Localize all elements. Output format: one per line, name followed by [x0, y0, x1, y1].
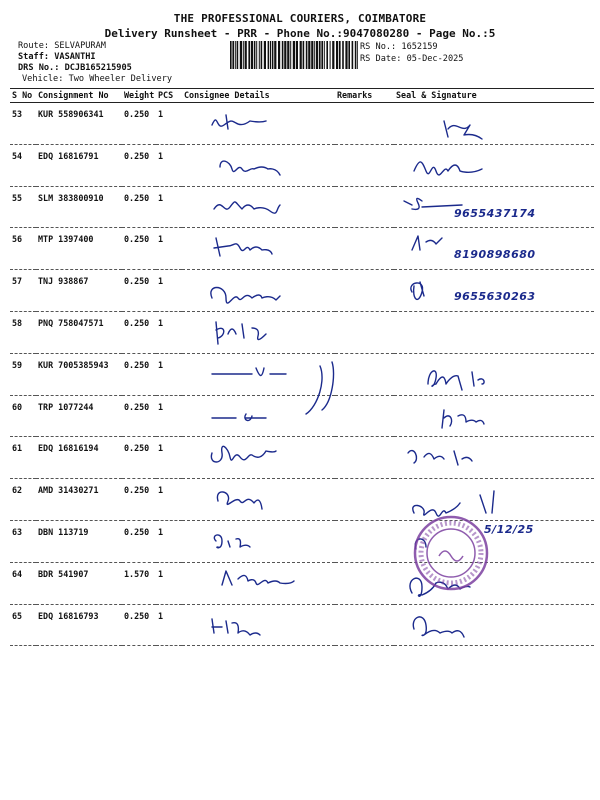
consignee-signature-image [182, 312, 335, 354]
col-seal-signature: Seal & Signature [394, 89, 594, 103]
row-consignment-no: TRP 1077244 [36, 395, 122, 437]
row-consignment-no: MTP 1397400 [36, 228, 122, 270]
row-remarks [335, 604, 394, 646]
row-remarks [335, 228, 394, 270]
row-pcs: 1 [156, 353, 182, 395]
table-header-row [10, 89, 594, 103]
row-pcs: 1 [156, 395, 182, 437]
company-title: THE PROFESSIONAL COURIERS, COIMBATORE [173, 12, 427, 25]
seal-signature-cell [394, 270, 594, 312]
delivery-signature-image [394, 103, 594, 145]
table-row [10, 103, 594, 145]
consignee-signature-cell [182, 144, 335, 186]
consignee-signature-cell [182, 479, 335, 521]
table-row [10, 520, 594, 562]
row-weight: 0.250 [122, 479, 156, 521]
row-sno: 58 [10, 311, 36, 353]
col-sno: S No [10, 89, 36, 103]
consignee-signature-image [182, 354, 335, 396]
row-pcs: 1 [156, 144, 182, 186]
row-consignment-no: AMD 31430271 [36, 479, 122, 521]
col-pcs: PCS [156, 89, 182, 103]
consignee-signature-image [182, 228, 335, 270]
row-sno: 55 [10, 186, 36, 228]
row-sno: 53 [10, 103, 36, 145]
row-weight: 0.250 [122, 520, 156, 562]
row-consignment-no: SLM 383800910 [36, 186, 122, 228]
row-sno: 64 [10, 562, 36, 604]
seal-signature-cell [394, 395, 594, 437]
row-consignment-no: EDQ 16816194 [36, 437, 122, 479]
consignee-signature-cell [182, 520, 335, 562]
row-sno: 61 [10, 437, 36, 479]
consignee-signature-image [182, 605, 335, 647]
row-sno: 65 [10, 604, 36, 646]
staff-label: Staff: VASANTHI [18, 52, 96, 62]
seal-signature-cell [394, 228, 594, 270]
consignee-signature-cell [182, 437, 335, 479]
row-pcs: 1 [156, 604, 182, 646]
row-sno: 63 [10, 520, 36, 562]
col-consignee: Consignee Details [182, 89, 335, 103]
route-label: Route: SELVAPURAM [18, 41, 106, 51]
row-remarks [335, 186, 394, 228]
handwritten-note: 9655630263 [454, 290, 536, 304]
row-weight: 0.250 [122, 604, 156, 646]
row-consignment-no: PNQ 758047571 [36, 311, 122, 353]
rs-date: RS Date: 05-Dec-2025 [360, 54, 464, 64]
row-pcs: 1 [156, 186, 182, 228]
row-remarks [335, 520, 394, 562]
consignee-signature-image [182, 145, 335, 187]
row-pcs: 1 [156, 479, 182, 521]
handwritten-note: 9655437174 [454, 206, 536, 220]
row-weight: 0.250 [122, 186, 156, 228]
table-row [10, 144, 594, 186]
row-weight: 0.250 [122, 437, 156, 479]
row-sno: 54 [10, 144, 36, 186]
table-row [10, 353, 594, 395]
row-sno: 57 [10, 270, 36, 312]
row-consignment-no: KUR 558906341 [36, 103, 122, 145]
consignee-signature-cell [182, 395, 335, 437]
row-pcs: 1 [156, 270, 182, 312]
row-weight: 0.250 [122, 103, 156, 145]
row-weight: 0.250 [122, 144, 156, 186]
row-sno: 59 [10, 353, 36, 395]
table-row [10, 479, 594, 521]
row-remarks [335, 437, 394, 479]
handwritten-note: 8190898680 [454, 248, 536, 262]
delivery-signature-image [394, 354, 594, 396]
consignee-signature-cell [182, 186, 335, 228]
consignee-signature-image [182, 521, 335, 563]
delivery-signature-image [394, 145, 594, 187]
consignee-signature-cell [182, 311, 335, 353]
table-row [10, 228, 594, 270]
row-remarks [335, 353, 394, 395]
delivery-signature-image [394, 396, 594, 438]
row-remarks [335, 395, 394, 437]
consignee-signature-image [182, 479, 335, 521]
row-remarks [335, 144, 394, 186]
row-consignment-no: EDQ 16816793 [36, 604, 122, 646]
table-row [10, 562, 594, 604]
table-row [10, 395, 594, 437]
row-consignment-no: EDQ 16816791 [36, 144, 122, 186]
consignee-signature-image [182, 103, 335, 145]
delivery-signature-image [394, 437, 594, 479]
row-pcs: 1 [156, 311, 182, 353]
consignee-signature-image [182, 270, 335, 312]
consignee-signature-cell [182, 228, 335, 270]
handwritten-note: 5/12/25 [484, 522, 534, 536]
consignee-signature-cell [182, 353, 335, 395]
vehicle-label: Vehicle: Two Wheeler Delivery [22, 74, 173, 84]
seal-signature-cell [394, 311, 594, 353]
col-weight: Weight [122, 89, 156, 103]
col-remarks: Remarks [335, 89, 394, 103]
barcode-image [230, 41, 358, 69]
delivery-signature-image [394, 605, 594, 647]
seal-signature-cell [394, 186, 594, 228]
rs-number: RS No.: 1652159 [360, 42, 438, 52]
row-remarks [335, 479, 394, 521]
table-row [10, 311, 594, 353]
consignee-signature-cell [182, 103, 335, 145]
row-weight: 0.250 [122, 353, 156, 395]
consignee-signature-image [182, 396, 335, 438]
consignee-signature-image [182, 563, 335, 605]
table-row [10, 270, 594, 312]
consignee-signature-cell [182, 270, 335, 312]
row-weight: 0.250 [122, 228, 156, 270]
row-consignment-no: BDR 541907 [36, 562, 122, 604]
row-remarks [335, 562, 394, 604]
consignee-signature-cell [182, 562, 335, 604]
row-pcs: 1 [156, 520, 182, 562]
row-consignment-no: KUR 7005385943 [36, 353, 122, 395]
seal-signature-cell [394, 437, 594, 479]
row-pcs: 1 [156, 437, 182, 479]
table-row [10, 604, 594, 646]
row-weight: 0.250 [122, 270, 156, 312]
consignee-signature-image [182, 437, 335, 479]
row-sno: 60 [10, 395, 36, 437]
consignee-signature-image [182, 187, 335, 229]
row-pcs: 1 [156, 103, 182, 145]
table-row [10, 437, 594, 479]
row-weight: 1.570 [122, 562, 156, 604]
row-pcs: 1 [156, 228, 182, 270]
table-row [10, 186, 594, 228]
row-remarks [335, 103, 394, 145]
rubber-stamp-image [412, 514, 490, 592]
row-weight: 0.250 [122, 395, 156, 437]
row-sno: 62 [10, 479, 36, 521]
row-consignment-no: TNJ 938867 [36, 270, 122, 312]
drs-number: DRS No.: DCJB165215905 [18, 63, 132, 73]
row-sno: 56 [10, 228, 36, 270]
col-consignment: Consignment No [36, 89, 122, 103]
seal-signature-cell [394, 353, 594, 395]
row-weight: 0.250 [122, 311, 156, 353]
runsheet-table [10, 88, 594, 646]
row-pcs: 1 [156, 562, 182, 604]
seal-signature-cell [394, 144, 594, 186]
row-consignment-no: DBN 113719 [36, 520, 122, 562]
seal-signature-cell [394, 604, 594, 646]
row-remarks [335, 270, 394, 312]
runsheet-subtitle: Delivery Runsheet - PRR - Phone No.:9047080280 - Page No.:5 [104, 27, 496, 40]
seal-signature-cell [394, 103, 594, 145]
consignee-signature-cell [182, 604, 335, 646]
row-remarks [335, 311, 394, 353]
